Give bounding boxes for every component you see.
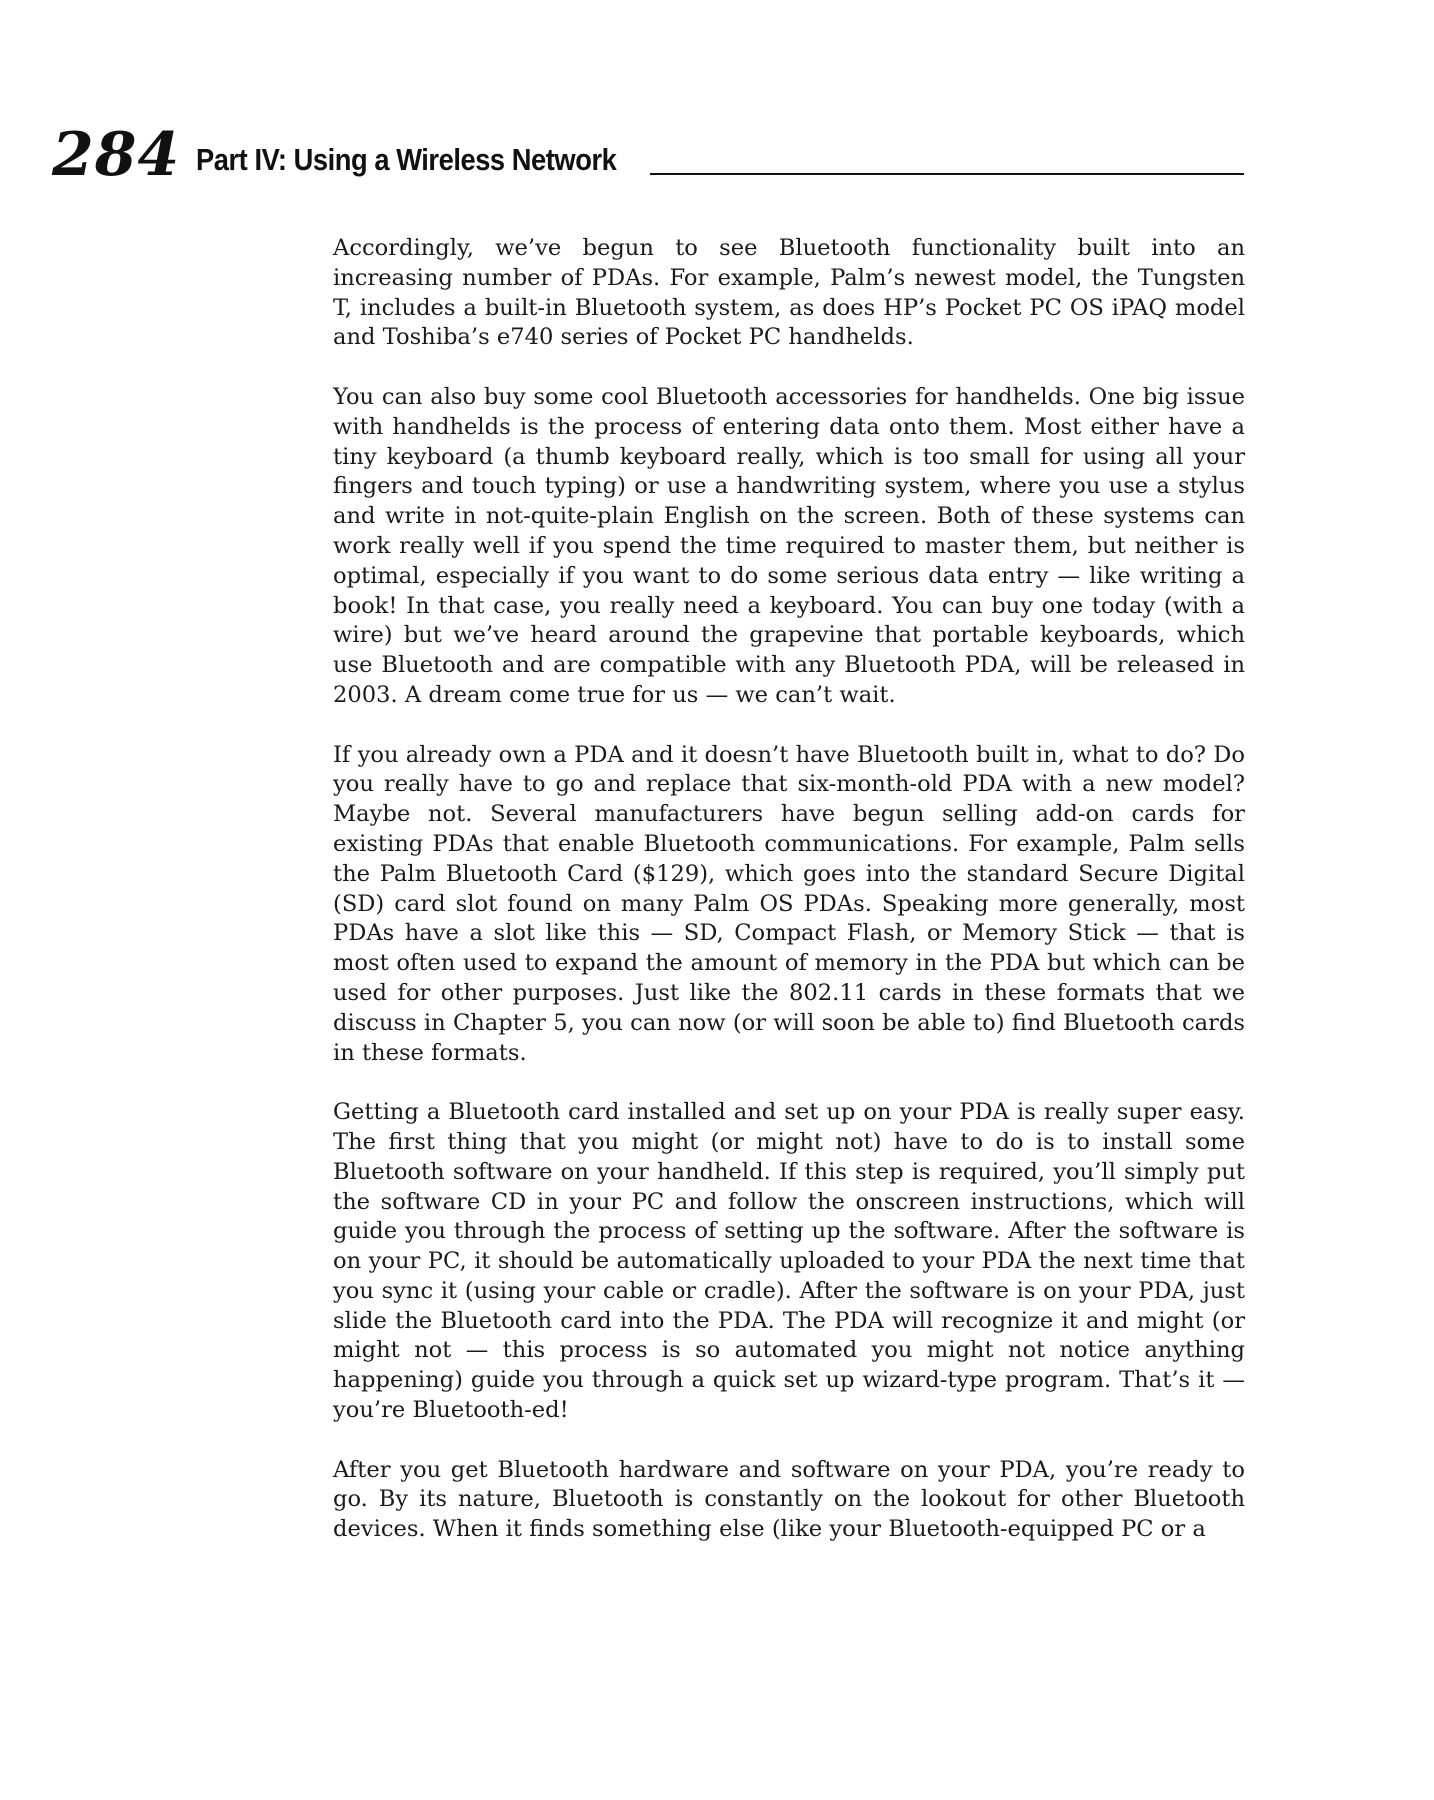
paragraph: After you get Bluetooth hardware and software on your PDA, you’re ready to go. By its nature, Bluetooth is constantly on the lookout for other Bluetooth devices. When it finds something else (like your Bluetooth-equipped PC or a	[333, 1456, 1245, 1543]
header-rule	[650, 173, 1244, 175]
paragraph: Accordingly, we’ve begun to see Bluetooth functionality built into an increasing number of PDAs. For example, Palm’s newest model, the Tungsten T, includes a built-in Bluetooth system, as does HP’s Pocket PC OS iPAQ model and Toshiba’s e740 series of Pocket PC handhelds.	[333, 235, 1245, 351]
page-header	[52, 118, 1244, 194]
body-text	[333, 234, 1245, 1575]
paragraph: Getting a Bluetooth card installed and set up on your PDA is really super easy. The first thing that you might (or might not) have to do is to install some Bluetooth software on your handheld. If this step is required, you’ll simply put the software CD in your PC and follow the onscreen instructions, which will guide you through the process of setting up the software. After the software is on your PC, it should be automatically uploaded to your PDA the next time that you sync it (using your cable or cradle). After the software is on your PDA, just slide the Bluetooth card into the PDA. The PDA will recognize it and might (or might not — this process is so automated you might not notice anything happening) guide you through a quick set up wizard-type program. That’s it — you’re Bluetooth-ed!	[333, 1099, 1245, 1424]
page-number: 284	[52, 120, 181, 190]
paragraph: If you already own a PDA and it doesn’t have Bluetooth built in, what to do? Do you really have to go and replace that six-month-old PDA with a new model? Maybe not. Several manufacturers have begun selling add-on cards for existing PDAs that enable Bluetooth communications. For example, Palm sells the Palm Bluetooth Card ($129), which goes into the standard Secure Digital (SD) card slot found on many Palm OS PDAs. Speaking more generally, most PDAs have a slot like this — SD, Compact Flash, or Memory Stick — that is most often used to expand the amount of memory in the PDA but which can be used for other purposes. Just like the 802.11 cards in these formats that we discuss in Chapter 5, you can now (or will soon be able to) find Bluetooth cards in these formats.	[333, 741, 1245, 1066]
running-head-title: Part IV: Using a Wireless Network	[196, 142, 617, 177]
paragraph: You can also buy some cool Bluetooth accessories for handhelds. One big issue with handhelds is the process of entering data onto them. Most either have a tiny keyboard (a thumb keyboard really, which is too small for using all your fingers and touch typing) or use a handwriting system, where you use a stylus and write in not-quite-plain English on the screen. Both of these systems can work really well if you spend the time required to master them, but neither is optimal, especially if you want to do some serious data entry — like writing a book! In that case, you really need a keyboard. You can buy one today (with a wire) but we’ve heard around the grapevine that portable keyboards, which use Bluetooth and are compatible with any Bluetooth PDA, will be released in 2003. A dream come true for us — we can’t wait.	[333, 383, 1245, 708]
